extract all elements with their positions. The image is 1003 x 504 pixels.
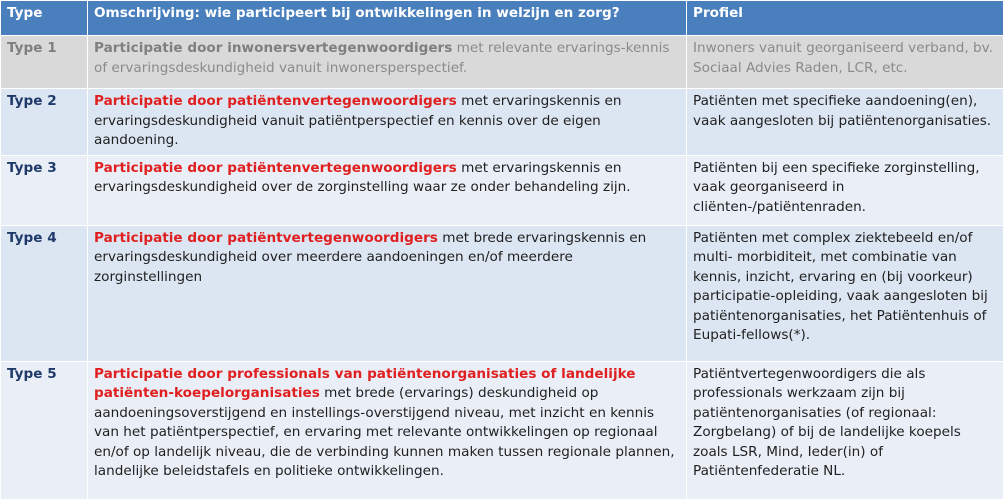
row-description-lead: Participatie door inwonersvertegenwoordigers (94, 40, 453, 56)
row-description (88, 155, 687, 225)
row-description-rest: met ervaringskennis en ervaringsdeskundigheid over de zorginstelling waar ze onder behandeling zijn. (94, 159, 631, 195)
row-description-lead: Participatie door professionals van patiëntenorganisaties of landelijke patiënten-koepelorganisaties (94, 365, 636, 401)
row-description (88, 36, 687, 89)
row-profile: Inwoners vanuit georganiseerd verband, bv. Sociaal Advies Raden, LCR, etc. (687, 36, 1003, 89)
header-row (1, 1, 1003, 36)
row-description-rest: met relevante ervarings-kennis of ervaringsdeskundigheid vanuit inwonersperspectief. (94, 40, 670, 76)
table-row (1, 36, 1003, 89)
header-type: Type (1, 1, 88, 36)
table-row (1, 361, 1003, 499)
row-type: Type 2 (1, 89, 88, 156)
row-description-lead: Participatie door patiëntvertegenwoordigers (94, 229, 438, 246)
row-type: Type 5 (1, 361, 88, 499)
row-description (88, 361, 687, 499)
row-profile: Patiëntvertegenwoordigers die als professionals werkzaam zijn bij patiëntenorganisaties (of regionaal: Zorgbelang) of bij de landelijke koepels zoals LSR, Mind, Ieder(in) of Patiëntenfederatie NL. (687, 361, 1003, 499)
row-type: Type 3 (1, 155, 88, 225)
row-type: Type 1 (1, 36, 88, 89)
table-row (1, 155, 1003, 225)
row-description (88, 225, 687, 361)
row-type: Type 4 (1, 225, 88, 361)
table-row (1, 225, 1003, 361)
table-row (1, 89, 1003, 156)
row-description (88, 89, 687, 156)
row-profile: Patiënten met specifieke aandoening(en), vaak aangesloten bij patiëntenorganisaties. (687, 89, 1003, 156)
row-description-rest: met brede ervaringskennis en ervaringsdeskundigheid over meerdere aandoeningen en/of meerdere zorginstellingen (94, 229, 647, 285)
header-profile: Profiel (687, 1, 1003, 36)
row-description-lead: Participatie door patiëntenvertegenwoordigers (94, 93, 457, 109)
row-profile: Patiënten bij een specifieke zorginstelling, vaak georganiseerd in cliënten-/patiëntenraden. (687, 155, 1003, 225)
row-description-lead: Participatie door patiëntenvertegenwoordigers (94, 159, 457, 176)
row-description-rest: met brede (ervarings) deskundigheid op aandoeningsoverstijgend en instellings-overstijgend niveau, met inzicht en kennis van het patiëntperspectief, en ervaring met relevante ontwikkelingen op regionaal en/of op landelijk niveau, die de verbinding kunnen maken tussen regionale plannen, landelijke beleidstafels en politieke ontwikkelingen. (94, 385, 675, 479)
row-profile: Patiënten met complex ziektebeeld en/of multi- morbiditeit, met combinatie van kennis, inzicht, ervaring en (bij voorkeur) participatie-opleiding, vaak aangesloten bij patiëntenorganisaties, het Patiëntenhuis of Eupati-fellows(*). (687, 225, 1003, 361)
header-description: Omschrijving: wie participeert bij ontwikkelingen in welzijn en zorg? (88, 1, 687, 36)
row-description-rest: met ervaringskennis en ervaringsdeskundigheid vanuit patiëntperspectief en kennis over de eigen aandoening. (94, 93, 622, 148)
